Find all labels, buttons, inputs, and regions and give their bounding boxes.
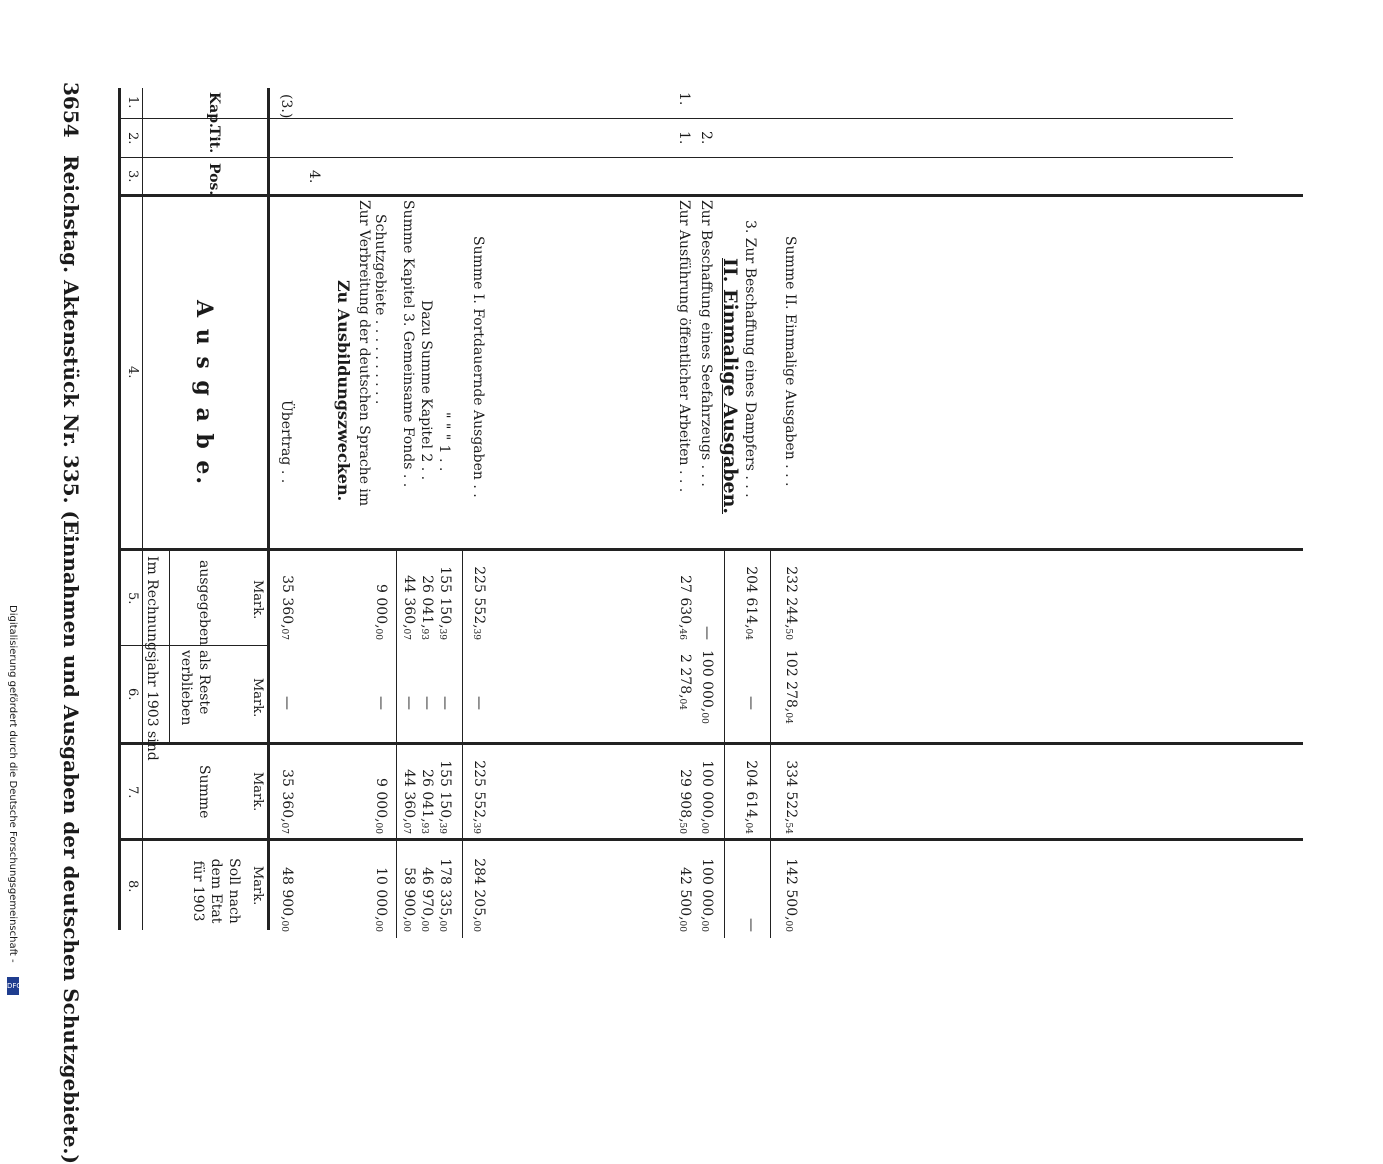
colnum-5: 5.	[125, 592, 140, 605]
summe-I-label: Summe I. Fortdauernde Ausgaben . .	[470, 236, 486, 498]
dazu-kap1-c5: 155 $150,_{39}$	[437, 566, 453, 640]
section-II-title: II. Einmalige Ausgaben.	[719, 258, 741, 515]
dazu-kap1-c8: 178 $335,_{00}$	[437, 858, 453, 932]
arbeiten-label: Zur Ausführung öffentlicher Arbeiten . . .	[676, 200, 692, 493]
dazu-kap2-c5: 26 $041,_{93}$	[419, 575, 435, 640]
colnum-rule	[142, 88, 143, 930]
colnum-7: 7.	[125, 786, 140, 799]
header-mark-8: Mark.	[250, 866, 265, 906]
summe-II-c7: 334 $522,_{54}$	[783, 760, 799, 834]
header-tit: Tit.	[206, 126, 222, 154]
arbeiten-c5: 27 $630,_{46}$	[677, 575, 693, 640]
kap-total-rule	[462, 548, 463, 938]
colnum-2: 2.	[125, 132, 140, 145]
summe-kap3-label: Summe Kapitel 3. Gemeinsame Fonds . .	[400, 200, 416, 488]
arbeiten-c8: 42 $500,_{00}$	[677, 867, 693, 932]
summe-I-c8: 284 $205,_{00}$	[471, 858, 487, 932]
summe-II-c5: 232 $244,_{50}$	[783, 566, 799, 640]
arbeiten-c7: 29 $908,_{50}$	[677, 769, 693, 834]
seefahrzeug-label: Zur Beschaffung eines Seefahrzeugs . . .	[698, 200, 714, 487]
header-pos: Pos.	[206, 163, 222, 196]
summe-I-c7: 225 $552,_{39}$	[471, 760, 487, 834]
dampfer-c6: —	[743, 696, 759, 710]
summe-I-c6: —	[471, 696, 487, 710]
col-divider-text-5	[121, 548, 1303, 551]
col-divider-pos-text	[121, 194, 1303, 197]
table-top-rule	[118, 88, 121, 930]
colnum-6: 6.	[125, 688, 140, 701]
page-title: Reichstag. Aktenstück Nr. 335. (Einnahmen und Ausgaben der deutschen Schutzgebiete.)	[59, 155, 83, 1164]
tit-2-label: 2.	[698, 131, 714, 145]
header-mark-5: Mark.	[250, 580, 265, 620]
summe-kap3-c6: —	[401, 696, 417, 710]
verbreitung-c6: —	[373, 696, 389, 710]
colnum-8: 8.	[125, 880, 140, 893]
uebertrag-c5: 35 $360,_{07}$	[279, 575, 295, 640]
uebertrag-c7: 35 $360,_{07}$	[279, 769, 295, 834]
col-divider-7-8	[121, 838, 1303, 841]
dazu-kap2-c6: —	[419, 696, 435, 710]
header-reste: als Reste verblieben	[178, 650, 212, 726]
colnum-3: 3.	[125, 170, 140, 183]
ausbildung-heading: Zu Ausbildungszwecken.	[334, 280, 353, 502]
verbreitung-label-2: Schutzgebiete . . . . . . . . . .	[372, 214, 388, 405]
dazu-kap2-label: Dazu Summe Kapitel 2 . .	[418, 300, 434, 481]
col-divider-6-7	[121, 742, 1303, 745]
summe-kap3-c7: 44 $360,_{07}$	[401, 769, 417, 834]
digitization-note	[4, 605, 22, 995]
summe-kap3-c5: 44 $360,_{07}$	[401, 575, 417, 640]
page-number: 3654	[59, 82, 83, 138]
header-mark-6: Mark.	[250, 678, 265, 718]
header-soll: Soll nach dem Etat für 1903	[190, 858, 242, 924]
summe-II-c6: 102 $278,_{04}$	[783, 650, 799, 724]
header-rechnungsjahr: Im Rechnungsjahr 1903 sind	[144, 556, 160, 761]
dampfer-label: 3. Zur Beschaffung eines Dampfers . . .	[742, 220, 758, 498]
verbreitung-c7: 9 $000,_{00}$	[373, 778, 389, 834]
header-ausgabe: A u s g a b e.	[191, 300, 217, 487]
uebertrag-c6: —	[279, 696, 295, 710]
arbeiten-c6: 2 $278,_{04}$	[677, 654, 693, 710]
colnum-4: 4.	[125, 366, 140, 379]
verbreitung-c8: 10 $000,_{00}$	[373, 867, 389, 932]
dazu-kap1-c7: 155 $150,_{39}$	[437, 760, 453, 834]
digitization-text: Digitalisierung gefördert durch die Deutsche Forschungsgemeinschaft -	[7, 605, 18, 963]
dampfer-c5: 204 $614,_{04}$	[743, 566, 759, 640]
summe-kap3-c8: 58 $900,_{00}$	[401, 867, 417, 932]
verbreitung-label-1: Zur Verbreitung der deutschen Sprache im	[356, 200, 372, 507]
tit-1-label: 1.	[676, 131, 692, 145]
header-bottom-rule	[267, 88, 270, 930]
header-ausgegeben: ausgegeben	[196, 560, 212, 646]
seefahrzeug-rule	[724, 548, 725, 938]
verbreitung-c5: 9 $000,_{00}$	[373, 584, 389, 640]
col-divider-tit-pos	[121, 157, 1233, 158]
seefahrzeug-c5: —	[699, 626, 715, 640]
header-mark-7: Mark.	[250, 772, 265, 812]
dazu-kap2-c8: 46 $970,_{00}$	[419, 867, 435, 932]
verbreitung-sum-rule	[396, 548, 397, 938]
summe-II-c8: 142 $500,_{00}$	[783, 858, 799, 932]
colnum-1: 1.	[125, 96, 140, 109]
dampfer-rule	[770, 548, 771, 938]
seefahrzeug-c7: 100 $000,_{00}$	[699, 760, 715, 834]
summe-II-label: Summe II. Einmalige Ausgaben . . .	[782, 236, 798, 487]
seefahrzeug-c8: 100 $000,_{00}$	[699, 858, 715, 932]
seefahrzeug-c6: 100 $000,_{00}$	[699, 650, 715, 724]
header-summe: Summe	[196, 765, 212, 819]
dazu-kap1-c6: —	[437, 696, 453, 710]
kap-1-label: 1.	[676, 92, 692, 106]
uebertrag-label: Übertrag . .	[278, 400, 294, 484]
dampfer-c7: 204 $614,_{04}$	[743, 760, 759, 834]
tit-4-label: 4.	[306, 170, 322, 184]
summe-I-c5: 225 $552,_{39}$	[471, 566, 487, 640]
dazu-kap1-label: " " " 1 . .	[436, 412, 452, 472]
header-kap: Kap.	[206, 92, 222, 128]
dazu-kap2-c7: 26 $041,_{93}$	[419, 769, 435, 834]
kap-3-label: (3.)	[278, 94, 294, 119]
dfg-logo: DFG	[7, 977, 19, 995]
uebertrag-c8: 48 $900,_{00}$	[279, 867, 295, 932]
dampfer-c8: —	[743, 918, 759, 932]
